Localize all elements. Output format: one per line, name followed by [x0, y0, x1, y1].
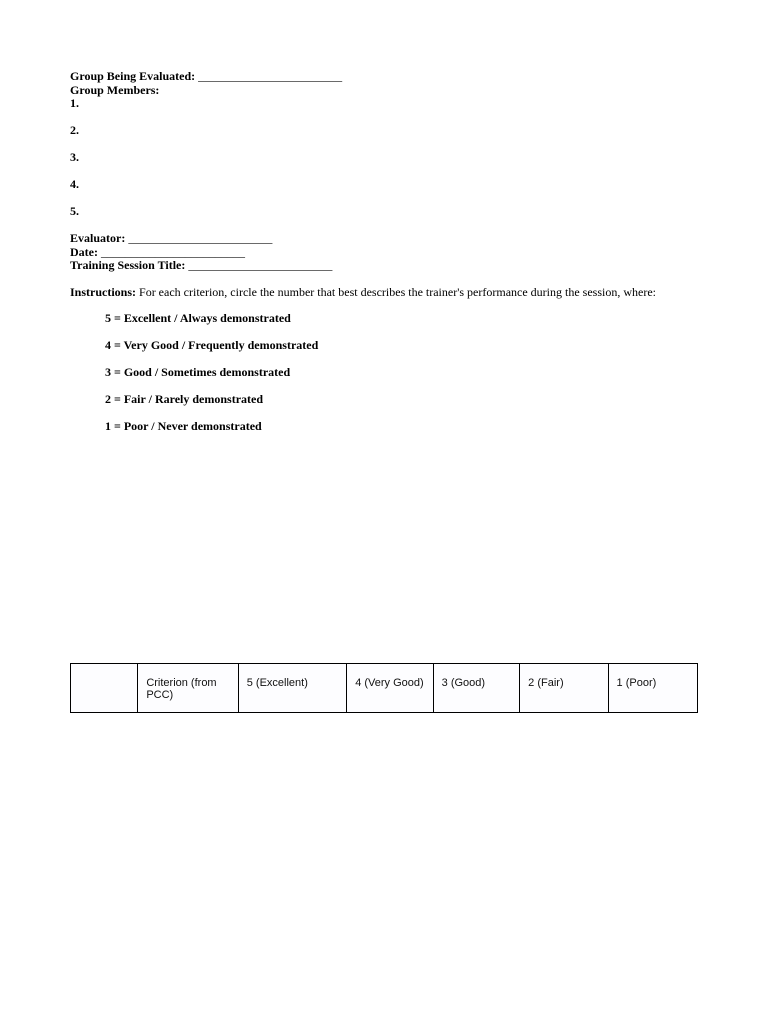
instructions-label: Instructions:: [70, 285, 137, 299]
session-title-line: [70, 258, 332, 272]
group-evaluated-line: [70, 69, 342, 83]
scale-item-5: 5 = Excellent / Always demonstrated: [105, 311, 291, 325]
table-header-4: 4 (Very Good): [347, 664, 433, 713]
criteria-table: [70, 663, 698, 713]
date-line: [70, 245, 245, 259]
scale-item-2: 2 = Fair / Rarely demonstrated: [105, 392, 264, 406]
scale-item-3: 3 = Good / Sometimes demonstrated: [105, 365, 291, 379]
evaluator-label: Evaluator:: [70, 231, 126, 245]
table-header-blank: [71, 664, 138, 713]
session-title-label: Training Session Title:: [70, 258, 186, 272]
member-5: 5.: [70, 204, 79, 218]
table-header-3: 3 (Good): [433, 664, 520, 713]
group-evaluated-blank[interactable]: ________________________: [198, 69, 343, 83]
member-4: 4.: [70, 177, 79, 191]
session-title-blank[interactable]: ________________________: [188, 258, 333, 272]
scale-item-1: 1 = Poor / Never demonstrated: [105, 419, 262, 433]
table-header-1: 1 (Poor): [608, 664, 697, 713]
table-header-criterion: Criterion (from PCC): [138, 664, 238, 713]
instructions: [70, 285, 656, 299]
group-evaluated-label: Group Being Evaluated:: [70, 69, 196, 83]
evaluator-blank[interactable]: ________________________: [128, 231, 273, 245]
instructions-text: For each criterion, circle the number that best describes the trainer's performance during the session, where:: [139, 285, 656, 299]
date-label: Date:: [70, 245, 98, 259]
evaluator-line: [70, 231, 272, 245]
table-header-2: 2 (Fair): [520, 664, 608, 713]
date-blank[interactable]: ________________________: [100, 245, 245, 259]
member-3: 3.: [70, 150, 79, 164]
criteria-table-header-row: [71, 664, 698, 713]
table-header-5: 5 (Excellent): [238, 664, 346, 713]
group-members-label: Group Members:: [70, 83, 160, 97]
member-1: 1.: [70, 96, 79, 110]
member-2: 2.: [70, 123, 79, 137]
scale-item-4: 4 = Very Good / Frequently demonstrated: [105, 338, 319, 352]
